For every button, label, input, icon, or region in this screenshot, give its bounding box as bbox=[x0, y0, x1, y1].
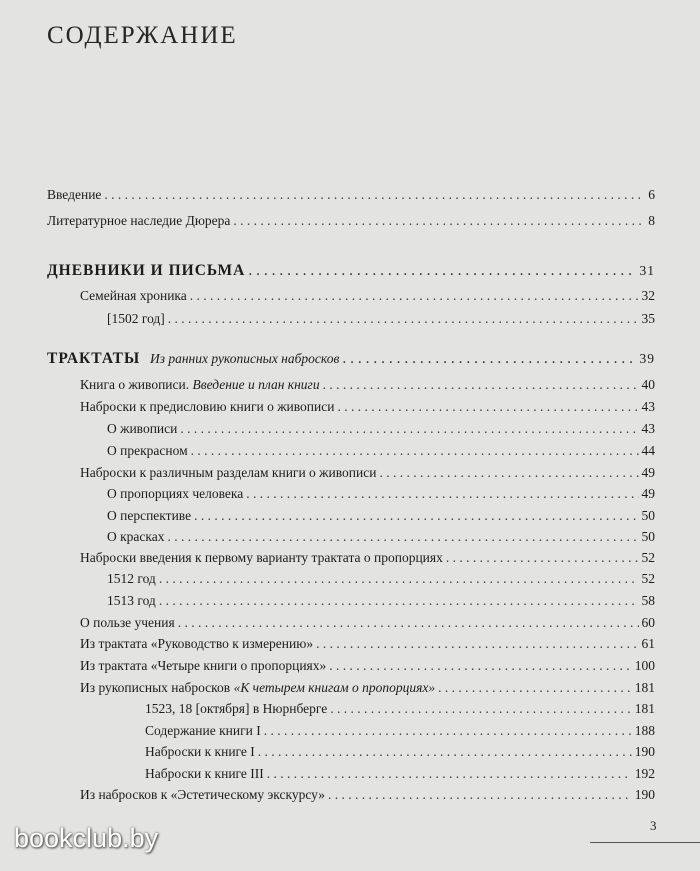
toc-entry-title: Книга о живописи. Введение и план книги bbox=[80, 377, 320, 392]
toc-entry-title: Наброски к различным разделам книги о живописи bbox=[80, 465, 377, 480]
page-number: 3 bbox=[650, 818, 657, 833]
toc-entry-introduction[interactable] bbox=[47, 186, 655, 204]
toc-entry-title: Из набросков к «Эстетическому экскурсу» bbox=[80, 787, 326, 802]
toc-entry-title: О живописи bbox=[107, 421, 178, 436]
toc-entry-on-beauty[interactable] bbox=[107, 442, 655, 460]
toc-page-number: 60 bbox=[641, 615, 655, 630]
toc-entry-book-three-sketches[interactable] bbox=[145, 765, 655, 783]
toc-entry-title: О пользе учения bbox=[80, 615, 175, 630]
dot-leader bbox=[446, 549, 639, 567]
toc-page-number: 43 bbox=[641, 399, 655, 414]
toc-entry-title: Наброски к предисловию книги о живописи bbox=[80, 399, 335, 414]
toc-section-subtitle: Из ранних рукописных набросков bbox=[149, 351, 340, 366]
toc-page-number: 190 bbox=[634, 744, 655, 759]
dot-leader bbox=[342, 350, 636, 368]
dot-leader bbox=[330, 700, 632, 718]
toc-entry-perspective[interactable] bbox=[107, 507, 655, 525]
toc-page-number: 40 bbox=[641, 377, 655, 392]
toc-entry-aesthetic-excursus[interactable] bbox=[80, 786, 655, 804]
toc-page-number: 100 bbox=[634, 658, 655, 673]
dot-leader bbox=[159, 570, 639, 588]
dot-leader bbox=[379, 464, 638, 482]
toc-page-number: 181 bbox=[634, 701, 655, 716]
toc-entry-introduction-sketches[interactable] bbox=[80, 549, 655, 567]
toc-entry-title: Из рукописных набросков «К четырем книгам о пропорциях» bbox=[80, 680, 436, 695]
toc-entry-book-one-contents[interactable] bbox=[145, 722, 655, 740]
toc-entry-title: 1513 год bbox=[107, 593, 156, 608]
page-title: СОДЕРЖАНИЕ bbox=[47, 22, 238, 49]
toc-entry-title: Наброски к книге III bbox=[145, 766, 264, 781]
toc-entry-book-on-painting[interactable] bbox=[80, 376, 655, 394]
toc-page-number: 52 bbox=[641, 571, 655, 586]
dot-leader bbox=[323, 376, 639, 394]
dot-leader bbox=[191, 442, 639, 460]
toc-entry-use-of-learning[interactable] bbox=[80, 614, 655, 632]
toc-page-number: 192 bbox=[634, 766, 655, 781]
dot-leader bbox=[104, 186, 645, 204]
dot-leader bbox=[337, 398, 638, 416]
toc-page-number: 8 bbox=[648, 213, 655, 228]
toc-entry-measurement-treatise[interactable] bbox=[80, 635, 655, 653]
dot-leader bbox=[180, 420, 638, 438]
toc-entry-title: 1523, 18 [октября] в Нюрнберге bbox=[145, 701, 328, 716]
dot-leader bbox=[233, 212, 645, 230]
toc-page-number: 32 bbox=[641, 288, 655, 303]
toc-entry-title: Введение bbox=[47, 187, 102, 202]
toc-page-number: 188 bbox=[634, 723, 655, 738]
dot-leader bbox=[264, 722, 632, 740]
toc-entry-colors[interactable] bbox=[107, 528, 655, 546]
toc-entry-title: 1512 год bbox=[107, 571, 156, 586]
toc-entry-title: О пропорциях человека bbox=[107, 486, 244, 501]
dot-leader bbox=[159, 592, 639, 610]
toc-page-number: 49 bbox=[641, 486, 655, 501]
toc-page-number: 43 bbox=[641, 421, 655, 436]
toc-section-title: ДНЕВНИКИ И ПИСЬМА bbox=[47, 262, 246, 279]
dot-leader bbox=[194, 507, 638, 525]
toc-page-number: 58 bbox=[641, 593, 655, 608]
toc-entry-family-chronicle[interactable] bbox=[80, 287, 655, 305]
toc-page-number: 49 bbox=[641, 465, 655, 480]
toc-entry-literary-heritage[interactable] bbox=[47, 212, 655, 230]
toc-entry-1512[interactable] bbox=[107, 570, 655, 588]
toc-page-number: 50 bbox=[641, 529, 655, 544]
dot-leader bbox=[168, 528, 639, 546]
toc-entry-section-sketches[interactable] bbox=[80, 464, 655, 482]
toc-entry-human-proportions[interactable] bbox=[107, 485, 655, 503]
toc-entry-title: Из трактата «Четыре книги о пропорциях» bbox=[80, 658, 327, 673]
dot-leader bbox=[267, 765, 632, 783]
toc-page-number: 190 bbox=[634, 787, 655, 802]
footer-rule bbox=[590, 842, 700, 843]
dot-leader bbox=[328, 786, 632, 804]
dot-leader bbox=[178, 614, 639, 632]
dot-leader bbox=[438, 679, 632, 697]
toc-entry-title: Наброски к книге I bbox=[145, 744, 255, 759]
dot-leader bbox=[258, 743, 632, 761]
toc-entry-four-books[interactable] bbox=[80, 657, 655, 675]
toc-entry-title: Наброски введения к первому варианту трактата о пропорциях bbox=[80, 550, 443, 565]
dot-leader bbox=[316, 635, 638, 653]
dot-leader bbox=[168, 310, 639, 328]
dot-leader bbox=[246, 485, 638, 503]
toc-entry-nuremberg-1523[interactable] bbox=[145, 700, 655, 718]
toc-entry-title: Содержание книги I bbox=[145, 723, 261, 738]
toc-entry-title: О красках bbox=[107, 529, 165, 544]
toc-section-diaries[interactable] bbox=[47, 262, 655, 280]
toc-page-number: 44 bbox=[641, 443, 655, 458]
toc-page-number: 50 bbox=[641, 508, 655, 523]
toc-page-number: 6 bbox=[648, 187, 655, 202]
toc-page-number: 39 bbox=[639, 351, 655, 366]
toc-entry-title: Из трактата «Руководство к измерению» bbox=[80, 636, 314, 651]
toc-page-number: 61 bbox=[641, 636, 655, 651]
toc-entry-title: Литературное наследие Дюрера bbox=[47, 213, 231, 228]
toc-entry-1502[interactable] bbox=[107, 310, 655, 328]
watermark: bookclub.by bbox=[14, 823, 159, 853]
toc-section-title: ТРАКТАТЫ Из ранних рукописных набросков bbox=[47, 350, 340, 367]
toc-entry-on-painting[interactable] bbox=[107, 420, 655, 438]
toc-entry-title: [1502 год] bbox=[107, 311, 165, 326]
toc-section-treatises[interactable] bbox=[47, 350, 655, 368]
dot-leader bbox=[190, 287, 639, 305]
toc-entry-title: О прекрасном bbox=[107, 443, 188, 458]
dot-leader bbox=[248, 262, 636, 280]
dot-leader bbox=[329, 657, 631, 675]
toc-entry-book-one-sketches[interactable] bbox=[145, 743, 655, 761]
toc-page-number: 52 bbox=[641, 550, 655, 565]
toc-entry-title: О перспективе bbox=[107, 508, 192, 523]
toc-entry-1513[interactable] bbox=[107, 592, 655, 610]
toc-entry-preface-sketches[interactable] bbox=[80, 398, 655, 416]
toc-page-number: 31 bbox=[639, 263, 655, 278]
toc-page-number: 35 bbox=[641, 311, 655, 326]
toc-page-number: 181 bbox=[634, 680, 655, 695]
toc-entry-title: Семейная хроника bbox=[80, 288, 187, 303]
toc-entry-manuscript-sketches[interactable] bbox=[80, 679, 655, 697]
